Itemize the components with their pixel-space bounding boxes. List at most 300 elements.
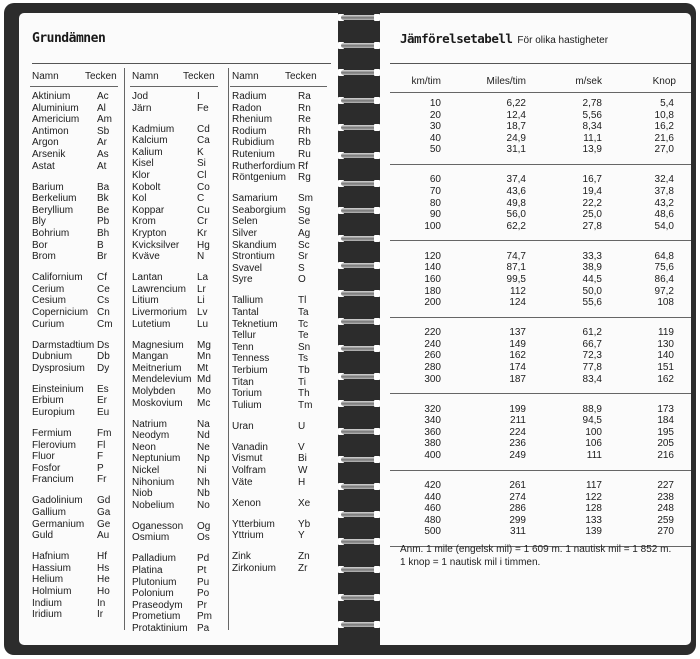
element-symbol: He	[97, 574, 110, 586]
speed-cell: 137	[509, 327, 526, 339]
element-symbol: As	[97, 149, 109, 160]
element-name: Hafnium	[32, 551, 70, 563]
element-symbol: Nh	[197, 476, 210, 488]
element-name: Dubnium	[32, 351, 73, 363]
speed-cell: 25,0	[582, 209, 602, 221]
element-symbol: Tc	[298, 318, 308, 330]
element-symbol: Sr	[298, 251, 308, 263]
element-symbol: Cs	[97, 295, 110, 307]
element-symbol: K	[197, 146, 204, 158]
group-rule	[390, 92, 691, 93]
speed-cell: 340	[424, 415, 441, 427]
speed-cell: 66,7	[582, 338, 602, 350]
speed-cell: 44,5	[582, 274, 602, 285]
element-symbol: Pb	[97, 216, 110, 228]
speed-cell: 16,7	[582, 174, 602, 186]
speed-cell: 80	[429, 197, 441, 209]
element-symbol: Br	[97, 251, 107, 263]
speed-cell: 120	[424, 250, 441, 262]
element-symbol: Hs	[97, 562, 110, 574]
speed-cell: 480	[424, 514, 441, 526]
element-symbol: Nb	[197, 488, 210, 500]
element-symbol: Pu	[197, 576, 210, 588]
element-symbol: Rn	[298, 102, 311, 114]
speed-cell: 11,1	[583, 132, 602, 144]
speed-cell: 400	[424, 450, 441, 461]
element-symbol: Og	[197, 520, 211, 532]
element-symbol: Cu	[197, 204, 210, 216]
element-symbol: Db	[97, 351, 110, 363]
element-symbol: Pt	[197, 565, 207, 576]
element-symbol: Fm	[97, 428, 112, 439]
element-name: Indium	[32, 597, 63, 609]
column-header-symbol: Tecken	[183, 71, 215, 82]
element-name: Tallium	[232, 295, 264, 307]
element-symbol: Dy	[97, 362, 110, 374]
element-symbol: Mt	[197, 362, 209, 374]
speed-cell: 460	[424, 503, 441, 515]
element-name: Magnesium	[132, 339, 184, 351]
element-symbol: Be	[97, 204, 110, 216]
element-name: Nobelium	[132, 499, 175, 511]
element-symbol: Fr	[97, 474, 107, 486]
element-symbol: Au	[97, 530, 110, 542]
element-name: Yttrium	[232, 530, 264, 542]
element-symbol: Fe	[197, 102, 209, 114]
element-symbol: Te	[298, 330, 309, 342]
element-name: Radium	[232, 91, 267, 102]
speed-cell: 54,0	[654, 220, 674, 232]
speed-cell: 260	[424, 350, 441, 362]
speed-cell: 199	[509, 403, 526, 415]
element-name: Dysprosium	[32, 362, 85, 374]
element-symbol: Ba	[97, 181, 110, 193]
speed-column-header: km/tim	[411, 76, 441, 87]
speed-cell: 70	[429, 186, 441, 197]
element-name: Zirkonium	[232, 562, 276, 574]
speed-cell: 149	[509, 338, 526, 350]
element-name: Bohrium	[32, 228, 70, 239]
top-rule	[32, 63, 331, 64]
element-symbol: Ce	[97, 283, 110, 295]
header-rule	[30, 86, 118, 87]
element-symbol: Sg	[298, 204, 311, 216]
element-name: Titan	[232, 376, 254, 388]
element-name: Silver	[232, 228, 258, 239]
speed-cell: 87,1	[506, 262, 526, 274]
spiral-ring	[338, 40, 380, 51]
spiral-ring	[338, 178, 380, 189]
speed-cell: 162	[657, 373, 674, 385]
element-name: Argon	[32, 137, 59, 149]
speed-cell: 13,9	[582, 144, 602, 156]
speed-cell: 37,4	[506, 174, 526, 186]
element-name: Bly	[32, 216, 46, 228]
speed-cell: 100	[585, 426, 602, 438]
element-name: Gadolinium	[32, 495, 83, 507]
element-name: Astat	[32, 160, 55, 172]
element-symbol: S	[298, 262, 305, 274]
element-symbol: Ni	[197, 465, 207, 476]
element-symbol: Bk	[97, 193, 109, 205]
element-name: Kvicksilver	[132, 239, 180, 251]
element-symbol: Fl	[97, 439, 106, 451]
element-name: Torium	[232, 388, 263, 400]
spiral-ring	[338, 454, 380, 465]
element-name: Rodium	[232, 125, 267, 137]
element-symbol: Ir	[97, 609, 104, 621]
element-name: Tenness	[232, 353, 270, 365]
element-name: Väte	[232, 476, 253, 488]
speed-cell: 122	[585, 491, 602, 503]
element-name: Seaborgium	[232, 204, 286, 216]
element-symbol: Os	[197, 532, 210, 544]
column-separator	[124, 68, 125, 630]
speed-cell: 249	[509, 450, 526, 461]
element-symbol: Ca	[197, 135, 210, 147]
element-name: Kisel	[132, 158, 154, 170]
element-symbol: Ge	[97, 518, 111, 530]
speed-cell: 19,4	[582, 186, 602, 197]
element-symbol: Sc	[298, 239, 310, 251]
group-rule	[390, 164, 691, 165]
element-symbol: P	[97, 462, 104, 474]
spiral-ring	[338, 233, 380, 244]
element-symbol: Np	[197, 453, 210, 465]
element-symbol: N	[197, 251, 205, 263]
speed-cell: 274	[509, 491, 526, 503]
element-symbol: Al	[97, 102, 106, 114]
speed-cell: 236	[509, 438, 526, 450]
element-name: Fermium	[32, 428, 72, 439]
element-name: Kobolt	[132, 181, 161, 193]
element-symbol: Hg	[197, 239, 210, 251]
element-name: Molybden	[132, 386, 176, 397]
speed-cell: 5,4	[660, 98, 674, 109]
page-subtitle: För olika hastigheter	[517, 35, 609, 46]
element-name: Rubidium	[232, 137, 275, 149]
speed-cell: 220	[424, 327, 441, 339]
group-rule	[390, 470, 691, 471]
spiral-ring	[338, 95, 380, 106]
speed-cell: 83,4	[582, 373, 602, 385]
element-symbol: U	[298, 420, 306, 432]
element-symbol: Cm	[97, 318, 113, 330]
element-name: Xenon	[232, 497, 261, 509]
speed-cell: 37,8	[654, 186, 674, 197]
element-symbol: Lr	[197, 283, 206, 295]
spiral-ring	[338, 426, 380, 437]
speed-cell: 75,6	[654, 262, 674, 274]
element-name: Bor	[32, 239, 48, 251]
speed-cell: 10,8	[654, 109, 674, 121]
element-symbol: Tl	[298, 295, 307, 307]
element-symbol: Am	[97, 114, 112, 126]
left-page	[19, 13, 338, 645]
element-name: Aktinium	[32, 91, 71, 102]
spiral-ring	[338, 12, 380, 23]
speed-cell: 119	[658, 327, 674, 339]
right-page	[380, 13, 691, 645]
spiral-ring	[338, 260, 380, 271]
element-name: Cesium	[32, 295, 66, 307]
element-symbol: Ds	[97, 339, 110, 351]
element-symbol: Hf	[97, 551, 107, 563]
element-name: Lawrencium	[132, 283, 186, 295]
element-symbol: Rg	[298, 172, 311, 184]
element-symbol: Si	[197, 158, 206, 170]
speed-cell: 6,22	[506, 98, 526, 109]
speed-cell: 311	[510, 526, 526, 538]
element-symbol: Ti	[298, 376, 306, 388]
speed-cell: 77,8	[582, 362, 602, 373]
element-symbol: Ho	[97, 586, 110, 597]
element-name: Plutonium	[132, 576, 177, 588]
speed-cell: 12,4	[506, 109, 526, 121]
element-symbol: O	[298, 274, 306, 286]
element-name: Kadmium	[132, 123, 175, 135]
element-name: Kalium	[132, 146, 163, 158]
footnote-line: 1 knop = 1 nautisk mil i timmen.	[400, 557, 541, 568]
top-rule	[390, 63, 691, 64]
element-symbol: Mo	[197, 386, 211, 397]
element-name: Aluminium	[32, 102, 79, 114]
speed-cell: 248	[657, 503, 674, 515]
spiral-ring	[338, 122, 380, 133]
element-symbol: Ta	[298, 307, 309, 318]
element-name: Ytterbium	[232, 518, 275, 530]
element-name: Teknetium	[232, 318, 278, 330]
element-name: Copernicium	[32, 307, 89, 318]
element-name: Kväve	[132, 251, 160, 263]
element-symbol: Ra	[298, 91, 311, 102]
element-name: Röntgenium	[232, 172, 286, 184]
element-symbol: W	[298, 465, 308, 476]
element-symbol: Tm	[298, 399, 313, 411]
speed-cell: 16,2	[654, 121, 674, 133]
page-title: Grundämnen	[32, 31, 106, 46]
element-name: Niob	[132, 488, 153, 500]
speed-cell: 43,2	[654, 197, 674, 209]
speed-cell: 108	[657, 297, 674, 309]
element-name: Cerium	[32, 283, 65, 295]
spiral-ring	[338, 564, 380, 575]
speed-cell: 200	[424, 297, 441, 309]
element-name: Syre	[232, 274, 253, 286]
speed-cell: 10	[429, 98, 441, 109]
speed-cell: 140	[424, 262, 441, 274]
column-header-name: Namn	[232, 71, 259, 82]
element-name: Livermorium	[132, 307, 188, 318]
element-name: Neon	[132, 441, 156, 453]
column-header-symbol: Tecken	[285, 71, 317, 82]
speed-cell: 31,1	[506, 144, 526, 156]
element-symbol: Md	[197, 374, 211, 386]
element-name: Jod	[132, 91, 149, 102]
element-name: Svavel	[232, 262, 263, 274]
speed-cell: 270	[657, 526, 674, 538]
speed-cell: 117	[586, 480, 602, 491]
element-name: Rhenium	[232, 114, 273, 126]
speed-cell: 2,78	[582, 98, 602, 109]
element-name: Gallium	[32, 507, 66, 518]
spiral-ring	[338, 371, 380, 382]
element-symbol: Sb	[97, 125, 110, 137]
element-symbol: Bi	[298, 453, 307, 465]
element-name: Fosfor	[32, 462, 61, 474]
speed-cell: 72,3	[582, 350, 602, 362]
speed-cell: 300	[424, 373, 441, 385]
element-name: Tulium	[232, 399, 262, 411]
spiral-ring	[338, 316, 380, 327]
speed-cell: 88,9	[582, 403, 602, 415]
element-symbol: In	[97, 597, 106, 609]
speed-cell: 224	[509, 426, 526, 438]
element-name: Erbium	[32, 395, 64, 407]
element-symbol: Tb	[298, 365, 310, 376]
element-symbol: H	[298, 476, 306, 488]
spiral-ring	[338, 67, 380, 78]
speed-cell: 27,0	[654, 144, 674, 156]
speed-cell: 162	[509, 350, 526, 362]
element-symbol: Cl	[197, 170, 207, 181]
element-name: Krom	[132, 216, 156, 228]
title-text: Jämförelsetabell	[400, 31, 513, 46]
speed-cell: 112	[510, 285, 526, 297]
element-name: Moskovium	[132, 397, 183, 409]
speed-cell: 128	[585, 503, 602, 515]
speed-cell: 320	[424, 403, 441, 415]
speed-cell: 286	[509, 503, 526, 515]
element-name: Krypton	[132, 228, 167, 239]
speed-cell: 97,2	[654, 285, 674, 297]
speed-cell: 173	[657, 403, 674, 415]
speed-cell: 86,4	[654, 274, 674, 285]
spiral-ring	[338, 205, 380, 216]
element-symbol: Nd	[197, 430, 210, 442]
element-symbol: Ts	[298, 353, 308, 365]
element-symbol: Ar	[97, 137, 107, 149]
speed-cell: 440	[424, 491, 441, 503]
speed-cell: 55,6	[582, 297, 602, 309]
element-symbol: Cn	[97, 307, 110, 318]
speed-cell: 151	[657, 362, 674, 373]
element-name: Samarium	[232, 193, 278, 205]
speed-cell: 187	[509, 373, 526, 385]
speed-cell: 27,8	[582, 220, 602, 232]
speed-cell: 90	[429, 209, 441, 221]
element-name: Arsenik	[32, 149, 66, 160]
speed-cell: 261	[509, 480, 526, 491]
element-symbol: V	[298, 441, 305, 453]
element-name: Natrium	[132, 418, 168, 430]
speed-cell: 227	[657, 480, 674, 491]
element-symbol: B	[97, 239, 104, 251]
element-name: Beryllium	[32, 204, 74, 216]
element-symbol: Zn	[298, 551, 310, 563]
speed-cell: 50	[429, 144, 441, 156]
element-symbol: Pm	[197, 611, 212, 623]
element-symbol: Mn	[197, 351, 211, 363]
speed-cell: 160	[424, 274, 441, 285]
element-name: Järn	[132, 102, 152, 114]
element-name: Vanadin	[232, 441, 268, 453]
speed-cell: 205	[657, 438, 674, 450]
element-symbol: Co	[197, 181, 210, 193]
column-separator	[228, 68, 229, 630]
speed-cell: 99,5	[506, 274, 526, 285]
element-symbol: Cf	[97, 272, 107, 284]
element-name: Praseodym	[132, 599, 183, 611]
element-name: Meitnerium	[132, 362, 182, 374]
element-name: Zink	[232, 551, 251, 563]
element-name: Americium	[32, 114, 80, 126]
speed-cell: 40	[429, 132, 441, 144]
element-name: Hassium	[32, 562, 71, 574]
footnote-line: Anm. 1 mile (engelsk mil) = 1 609 m. 1 nautisk mil = 1 852 m.	[400, 544, 672, 555]
speed-cell: 32,4	[654, 174, 674, 186]
column-header-symbol: Tecken	[85, 71, 117, 82]
element-name: Helium	[32, 574, 64, 586]
element-symbol: Ru	[298, 149, 311, 160]
speed-cell: 380	[424, 438, 441, 450]
element-name: Neptunium	[132, 453, 181, 465]
speed-cell: 21,6	[654, 132, 674, 144]
speed-cell: 140	[657, 350, 674, 362]
element-symbol: No	[197, 499, 210, 511]
element-name: Osmium	[132, 532, 170, 544]
element-symbol: Gd	[97, 495, 111, 507]
element-symbol: Cr	[197, 216, 208, 228]
speed-cell: 22,2	[582, 197, 602, 209]
speed-column-header: m/sek	[575, 76, 602, 87]
element-name: Klor	[132, 170, 150, 181]
element-name: Terbium	[232, 365, 268, 376]
element-symbol: Rb	[298, 137, 311, 149]
speed-cell: 50,0	[582, 285, 602, 297]
element-symbol: Sm	[298, 193, 313, 205]
group-rule	[390, 240, 691, 241]
speed-cell: 64,8	[654, 250, 674, 262]
spiral-ring	[338, 619, 380, 630]
speed-cell: 8,34	[582, 121, 602, 133]
element-name: Barium	[32, 181, 64, 193]
element-symbol: Cd	[197, 123, 210, 135]
speed-cell: 184	[657, 415, 674, 427]
element-name: Guld	[32, 530, 54, 542]
element-name: Kalcium	[132, 135, 168, 147]
footnote	[400, 543, 671, 569]
element-name: Selen	[232, 216, 258, 228]
element-name: Antimon	[32, 125, 69, 137]
element-name: Mangan	[132, 351, 169, 363]
element-symbol: Eu	[97, 407, 110, 418]
element-symbol: Ne	[197, 441, 210, 453]
speed-cell: 33,3	[582, 250, 602, 262]
element-name: Germanium	[32, 518, 85, 530]
group-rule	[390, 393, 691, 394]
element-name: Nickel	[132, 465, 160, 476]
element-name: Oganesson	[132, 520, 184, 532]
element-symbol: Li	[197, 295, 205, 307]
speed-cell: 60	[429, 174, 441, 186]
speed-cell: 299	[509, 514, 526, 526]
element-name: Polonium	[132, 588, 174, 600]
element-symbol: Na	[197, 418, 210, 430]
element-symbol: Rf	[298, 160, 308, 172]
speed-cell: 56,0	[506, 209, 526, 221]
speed-cell: 38,9	[582, 262, 602, 274]
